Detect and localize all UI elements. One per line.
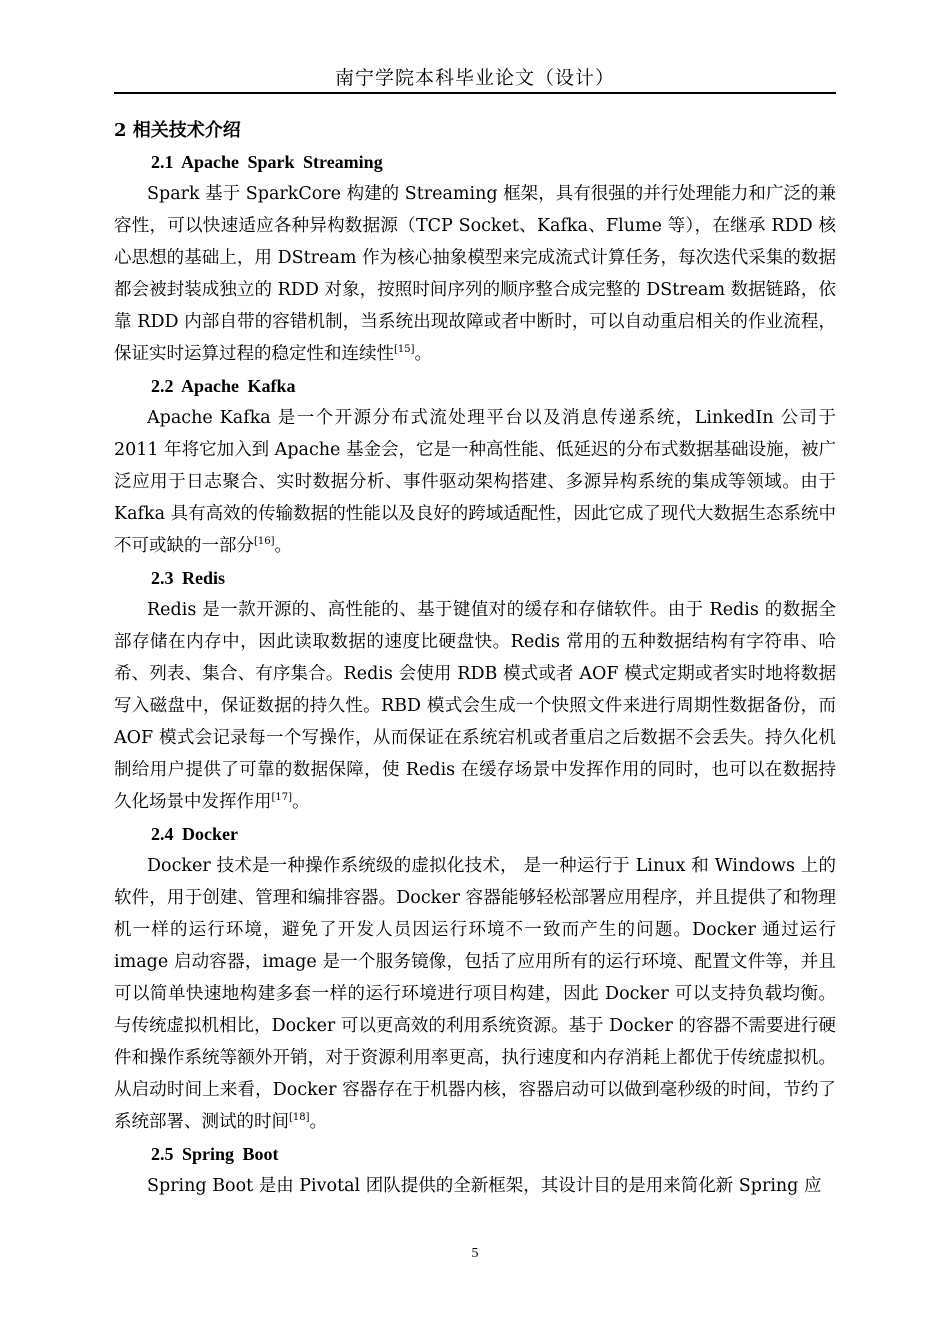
section-heading-spark-streaming: 2.1 Apache Spark Streaming xyxy=(151,152,383,172)
citation-ref: [16] xyxy=(254,536,275,547)
section-heading-redis: 2.3 Redis xyxy=(151,568,226,588)
paragraph-end: 。 xyxy=(414,344,433,364)
paragraph-end: 。 xyxy=(309,1112,328,1132)
citation-ref: [15] xyxy=(394,344,415,355)
paragraph-text: Docker 技术是一种操作系统级的虚拟化技术， 是一种运行于 Linux 和 Windows 上的软件，用于创建、管理和编排容器。Docker 容器能够轻松部署应用程序，并且提供了和物理机一样的运行环境，避免了开发人员因运行环境不一致而产生的问题。Docker 通过运行 image 启动容器，image 是一个服务镜像，包括了应用所有的运行环境、配置文件等，并且可以简单快速地构建多套一样的运行环境进行项目构建，因此 Docker 可以支持负载均衡。与传统虚拟机相比，Docker 可以更高效的利用系统资源。基于 Docker 的容器不需要进行硬件和操作系统等额外开销，对于资源利用率更高，执行速度和内存消耗上都优于传统虚拟机。从启动时间上来看，Docker 容器存在于机器内核，容器启动可以做到毫秒级的时间，节约了系统部署、测试的时间 xyxy=(114,856,836,1132)
page-number: 5 xyxy=(471,1246,479,1261)
paragraph-text: Redis 是一款开源的、高性能的、基于键值对的缓存和存储软件。由于 Redis 的数据全部存储在内存中，因此读取数据的速度比硬盘快。Redis 常用的五种数据结构有字符串、哈希、列表、集合、有序集合。Redis 会使用 RDB 模式或者 AOF 模式定期或者实时地将数据写入磁盘中，保证数据的持久性。RBD 模式会生成一个快照文件来进行周期性数据备份，而 AOF 模式会记录每一个写操作，从而保证在系统宕机或者重启之后数据不会丢失。持久化机制给用户提供了可靠的数据保障，使 Redis 在缓存场景中发挥作用的同时，也可以在数据持久化场景中发挥作用 xyxy=(114,600,836,812)
section-heading-docker: 2.4 Docker xyxy=(151,824,238,844)
paragraph-text: Apache Kafka 是一个开源分布式流处理平台以及消息传递系统，LinkedIn 公司于 2011 年将它加入到 Apache 基金会，它是一种高性能、低延迟的分布式数据基础设施，被广泛应用于日志聚合、实时数据分析、事件驱动架构搭建、多源异构系统的集成等领域。由于 Kafka 具有高效的传输数据的性能以及良好的跨域适配性，因此它成了现代大数据生态系统中不可或缺的一部分 xyxy=(114,408,836,556)
running-header: 南宁学院本科毕业论文（设计） xyxy=(334,67,615,89)
paragraph-kafka xyxy=(114,402,836,562)
paragraph-text: Spring Boot 是由 Pivotal 团队提供的全新框架，其设计目的是用来简化新 Spring 应 xyxy=(147,1176,822,1196)
paragraph-end: 。 xyxy=(274,536,293,556)
section-heading-spring-boot: 2.5 Spring Boot xyxy=(151,1144,279,1164)
document-body xyxy=(114,116,836,1202)
header-rule xyxy=(114,92,836,94)
paragraph-text: Spark 基于 SparkCore 构建的 Streaming 框架，具有很强的并行处理能力和广泛的兼容性，可以快速适应各种异构数据源（TCP Socket、Kafka、Flume 等），在继承 RDD 核心思想的基础上，用 DStream 作为核心抽象模型来完成流式计算任务，每次迭代采集的数据都会被封装成独立的 RDD 对象，按照时间序列的顺序整合成完整的 DStream 数据链路，依靠 RDD 内部自带的容错机制，当系统出现故障或者中断时，可以自动重启相关的作业流程，保证实时运算过程的稳定性和连续性 xyxy=(114,184,836,364)
paragraph-redis xyxy=(114,594,836,818)
chapter-title: 2 相关技术介绍 xyxy=(114,120,241,141)
paragraph-docker xyxy=(114,850,836,1138)
paragraph-end: 。 xyxy=(292,792,310,812)
section-heading-kafka: 2.2 Apache Kafka xyxy=(151,376,296,396)
citation-ref: [17] xyxy=(271,792,293,803)
citation-ref: [18] xyxy=(289,1112,310,1123)
paragraph-spring-boot xyxy=(114,1170,836,1202)
paragraph-spark-streaming xyxy=(114,178,836,370)
